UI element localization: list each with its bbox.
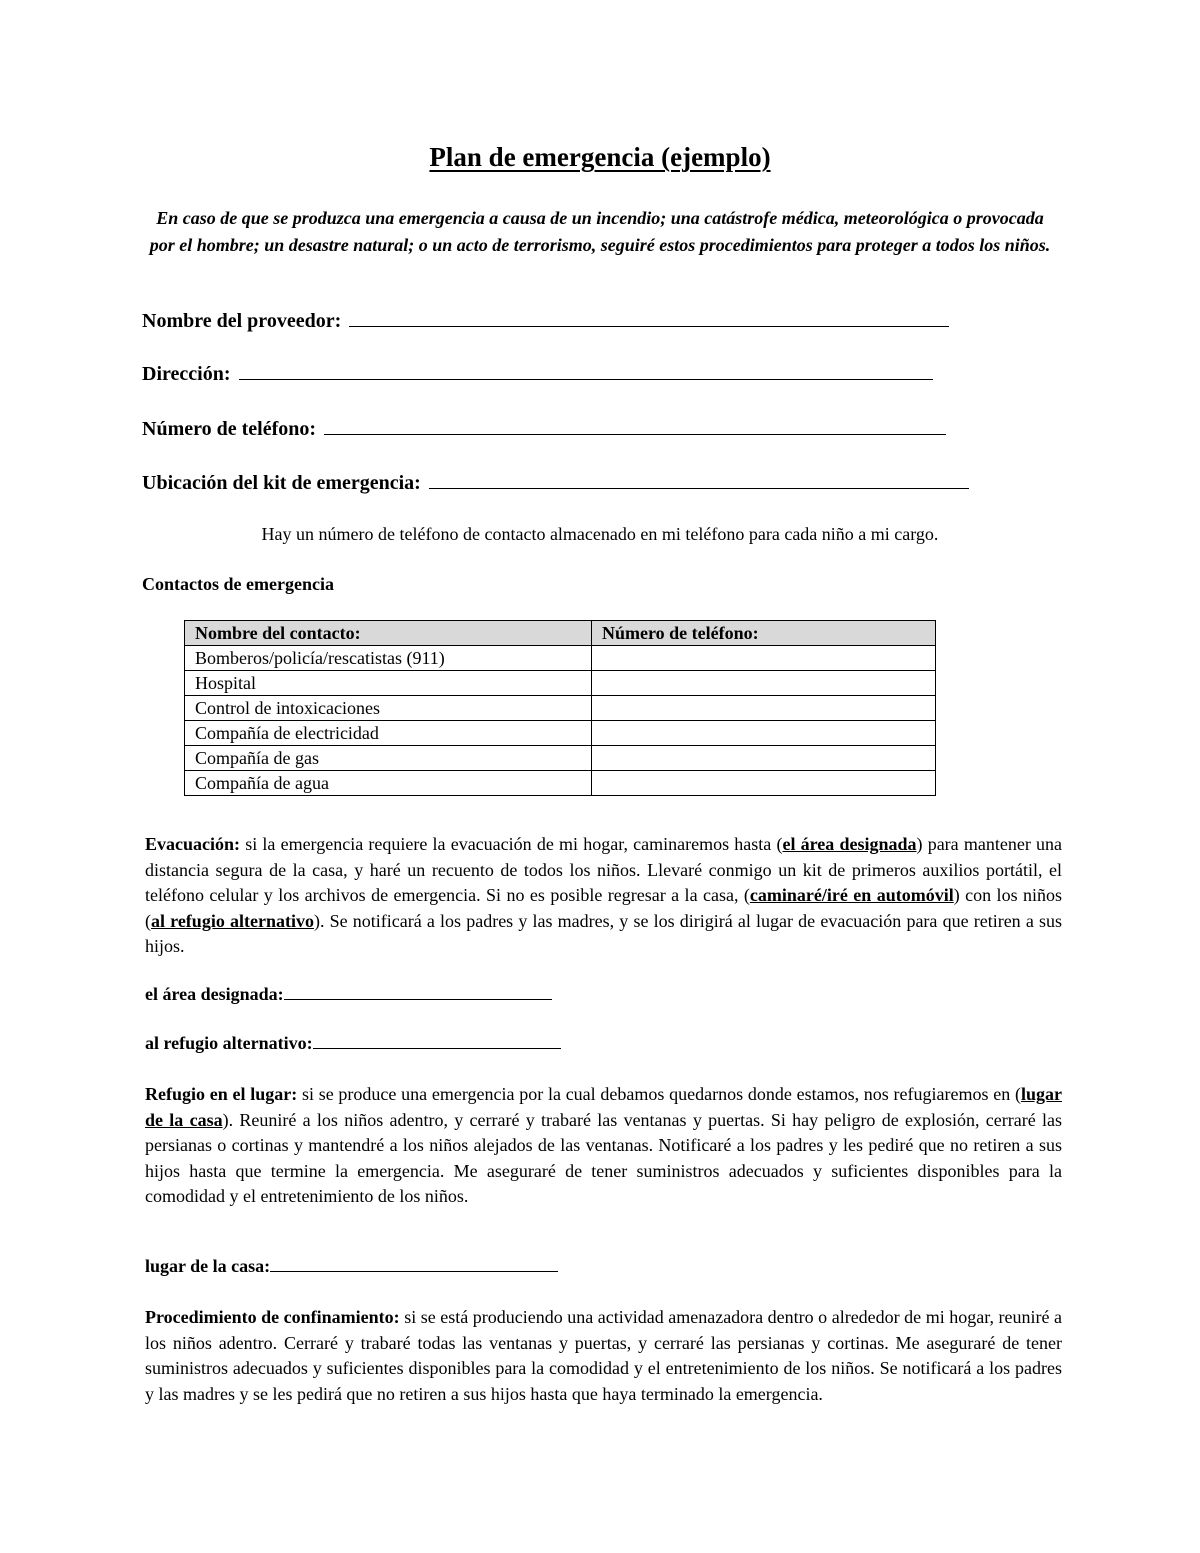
lockdown-label: Procedimiento de confinamiento: xyxy=(145,1307,400,1327)
designated-area-placeholder: el área designada xyxy=(782,834,917,854)
designated-area-blank[interactable] xyxy=(284,984,552,1000)
home-location-field xyxy=(145,1256,558,1277)
contact-phone-cell[interactable] xyxy=(592,746,936,771)
shelter-text-2: ). Reuniré a los niños adentro, y cerraré y trabaré las ventanas y puertas. Si hay peligro de explosión, cerraré las persianas o cortinas y mantendré a los niños alejados de las ventanas. Notificaré a los padres y les pediré que no retiren a sus hijos hasta que termine la emergencia. Me aseguraré de tener suministros adecuados y suficientes disponibles para la comodidad y el entretenimiento de los niños. xyxy=(145,1109,1063,1206)
table-row xyxy=(185,746,936,771)
page-title xyxy=(0,142,1200,173)
contact-note: Hay un número de teléfono de contacto almacenado en mi teléfono para cada niño a mi cargo. xyxy=(261,524,939,544)
lockdown-text: si se está produciendo una actividad amenazadora dentro o alrededor de mi hogar, reuniré a los niños adentro. Cerraré y trabaré todas las ventanas y puertas, y cerraré las persianas y cortinas. Me aseguraré de tener suministros adecuados y suficientes disponibles para la comodidad y el entretenimiento de los niños. Se notificará a los padres y las madres y se les pedirá que no retiren a sus hijos hasta que haya terminado la emergencia. xyxy=(145,1307,1062,1404)
contact-name-cell: Compañía de gas xyxy=(185,746,592,771)
alt-shelter-label: al refugio alternativo: xyxy=(145,1033,313,1053)
contact-name-cell: Compañía de electricidad xyxy=(185,721,592,746)
intro-paragraph: En caso de que se produzca una emergencia a causa de un incendio; una catástrofe médica, meteorológica o provocada por el hombre; un desastre natural; o un acto de terrorismo, seguiré estos procedimientos para proteger a todos los niños. xyxy=(149,208,1051,255)
column-header-phone: Número de teléfono: xyxy=(592,621,936,646)
evacuation-label: Evacuación: xyxy=(145,834,241,854)
contact-name-cell: Control de intoxicaciones xyxy=(185,696,592,721)
evacuation-text-1: si la emergencia requiere la evacuación de mi hogar, caminaremos hasta ( xyxy=(240,834,783,854)
provider-name-blank[interactable] xyxy=(349,310,949,327)
alt-shelter-field xyxy=(145,1033,561,1054)
contact-name-cell: Bomberos/policía/rescatistas (911) xyxy=(185,646,592,671)
shelter-text-1: si se produce una emergencia por la cual debamos quedarnos donde estamos, nos refugiaremos en ( xyxy=(297,1084,1021,1104)
evacuation-paragraph xyxy=(145,832,1062,960)
contact-phone-cell[interactable] xyxy=(592,696,936,721)
table-row xyxy=(185,721,936,746)
table-row xyxy=(185,696,936,721)
page-title-text: Plan de emergencia (ejemplo) xyxy=(429,142,771,172)
table-row xyxy=(185,671,936,696)
designated-area-label: el área designada: xyxy=(145,984,284,1004)
provider-name-field xyxy=(142,310,949,333)
walk-drive-placeholder: caminaré/iré en automóvil xyxy=(749,885,954,905)
alt-shelter-blank[interactable] xyxy=(313,1033,561,1049)
contact-name-cell: Hospital xyxy=(185,671,592,696)
address-label: Dirección: xyxy=(142,363,231,385)
table-row xyxy=(185,646,936,671)
kit-location-field xyxy=(142,472,969,495)
lockdown-paragraph xyxy=(145,1305,1062,1407)
alt-shelter-placeholder: al refugio alternativo xyxy=(151,910,314,931)
table-row xyxy=(185,771,936,796)
phone-label: Número de teléfono: xyxy=(142,418,317,440)
contact-name-cell: Compañía de agua xyxy=(185,771,592,796)
contact-phone-cell[interactable] xyxy=(592,771,936,796)
contact-phone-cell[interactable] xyxy=(592,646,936,671)
contacts-heading: Contactos de emergencia xyxy=(142,574,334,594)
table-header-row xyxy=(185,621,936,646)
column-header-contact: Nombre del contacto: xyxy=(185,621,592,646)
home-location-blank[interactable] xyxy=(270,1256,558,1272)
home-location-label: lugar de la casa: xyxy=(145,1256,271,1276)
emergency-contacts-table xyxy=(184,620,936,796)
shelter-in-place-paragraph xyxy=(145,1082,1062,1210)
contact-phone-cell[interactable] xyxy=(592,671,936,696)
address-field xyxy=(142,363,933,386)
phone-blank[interactable] xyxy=(324,418,946,435)
kit-location-blank[interactable] xyxy=(429,472,969,489)
phone-field xyxy=(142,418,946,441)
designated-area-field xyxy=(145,984,552,1005)
provider-name-label: Nombre del proveedor: xyxy=(142,310,342,332)
evacuation-text-2: ) para mantener una distancia segura de la casa, y haré un recuento de todos los niños. Llevaré conmigo un kit de primeros auxilios portátil, el teléfono celular y los archivos de emergencia. Si no es posible regresar a la casa, ( xyxy=(145,834,1062,905)
kit-location-label: Ubicación del kit de emergencia: xyxy=(142,472,421,494)
home-location-placeholder: lugar de la casa xyxy=(145,1084,1062,1130)
shelter-in-place-label: Refugio en el lugar: xyxy=(145,1084,298,1104)
address-blank[interactable] xyxy=(239,363,933,380)
contact-phone-cell[interactable] xyxy=(592,721,936,746)
evacuation-text-4: ). Se notificará a los padres y las madres, y se los dirigirá al lugar de evacuación para que retiren a sus hijos. xyxy=(145,910,1062,956)
evacuation-text-3: ) con los niños ( xyxy=(145,885,1063,931)
